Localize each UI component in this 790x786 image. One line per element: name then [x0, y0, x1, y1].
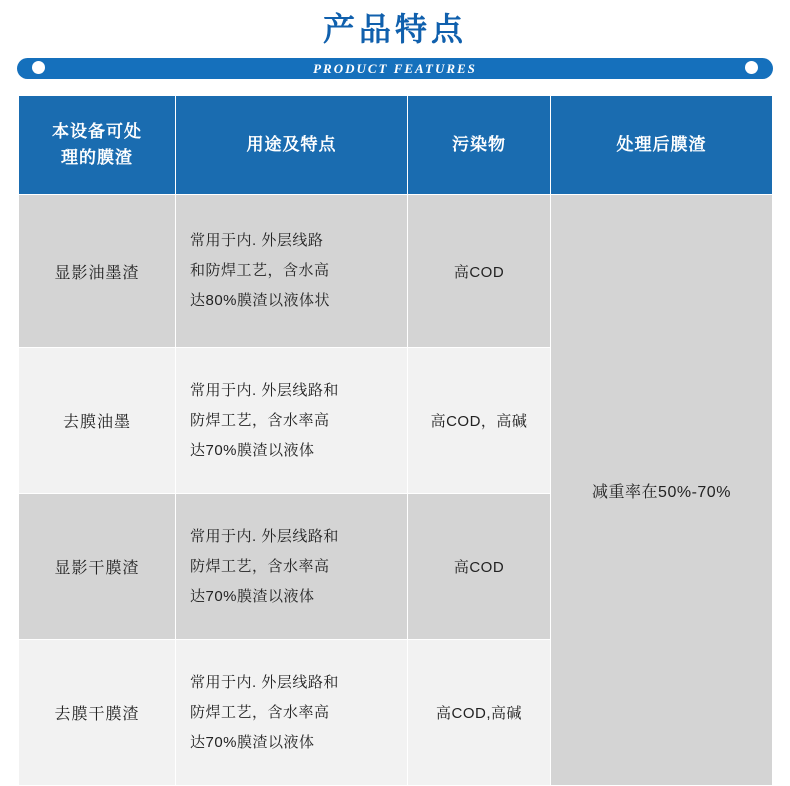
cell-usage-line2: 防焊工艺，含水率高 [190, 703, 330, 721]
cell-usage-line3: 达70%膜渣以液体 [190, 733, 315, 751]
column-header-result: 处理后膜渣 [551, 96, 773, 195]
cell-usage [176, 195, 408, 348]
cell-pollutant: 高COD [408, 195, 551, 348]
cell-pollutant: 高COD,高碱 [408, 640, 551, 786]
cell-usage-line2: 防焊工艺，含水率高 [190, 557, 330, 575]
cell-usage [176, 348, 408, 494]
table-header-row [19, 96, 773, 195]
cell-sludge-type: 去膜干膜渣 [19, 640, 176, 786]
cell-usage [176, 494, 408, 640]
column-header-sludge-type [19, 96, 176, 195]
cell-usage-line1: 常用于内. 外层线路和 [190, 527, 339, 545]
cell-pollutant: 高COD [408, 494, 551, 640]
column-header-sludge-type-line1: 本设备可处 [52, 122, 142, 141]
cell-usage-line2: 防焊工艺，含水率高 [190, 411, 330, 429]
page-subtitle: PRODUCT FEATURES [313, 61, 477, 76]
table-header [19, 96, 773, 195]
cell-sludge-type: 显影油墨渣 [19, 195, 176, 348]
table-row [19, 195, 773, 348]
page-header [0, 0, 790, 82]
features-table [18, 95, 773, 786]
cell-usage-line3: 达70%膜渣以液体 [190, 587, 315, 605]
cell-usage [176, 640, 408, 786]
page-title: 产品特点 [322, 11, 467, 47]
column-header-pollutant: 污染物 [408, 96, 551, 195]
cell-sludge-type: 去膜油墨 [19, 348, 176, 494]
cell-result: 减重率在50%-70% [551, 195, 773, 786]
cell-usage-line2: 和防焊工艺，含水高 [190, 262, 330, 279]
cell-usage-line3: 达70%膜渣以液体 [190, 441, 315, 459]
cell-usage-line1: 常用于内. 外层线路和 [190, 673, 339, 691]
cell-usage-line1: 常用于内. 外层线路和 [190, 381, 339, 399]
column-header-sludge-type-line2: 理的膜渣 [61, 148, 133, 167]
cell-sludge-type: 显影干膜渣 [19, 494, 176, 640]
cell-usage-line1: 常用于内. 外层线路 [190, 232, 324, 249]
cell-pollutant: 高COD，高碱 [408, 348, 551, 494]
cell-usage-line3: 达80%膜渣以液体状 [190, 292, 331, 309]
title-ribbon [0, 54, 790, 82]
table-body [19, 195, 773, 786]
column-header-usage: 用途及特点 [176, 96, 408, 195]
features-table-wrap [18, 95, 772, 786]
